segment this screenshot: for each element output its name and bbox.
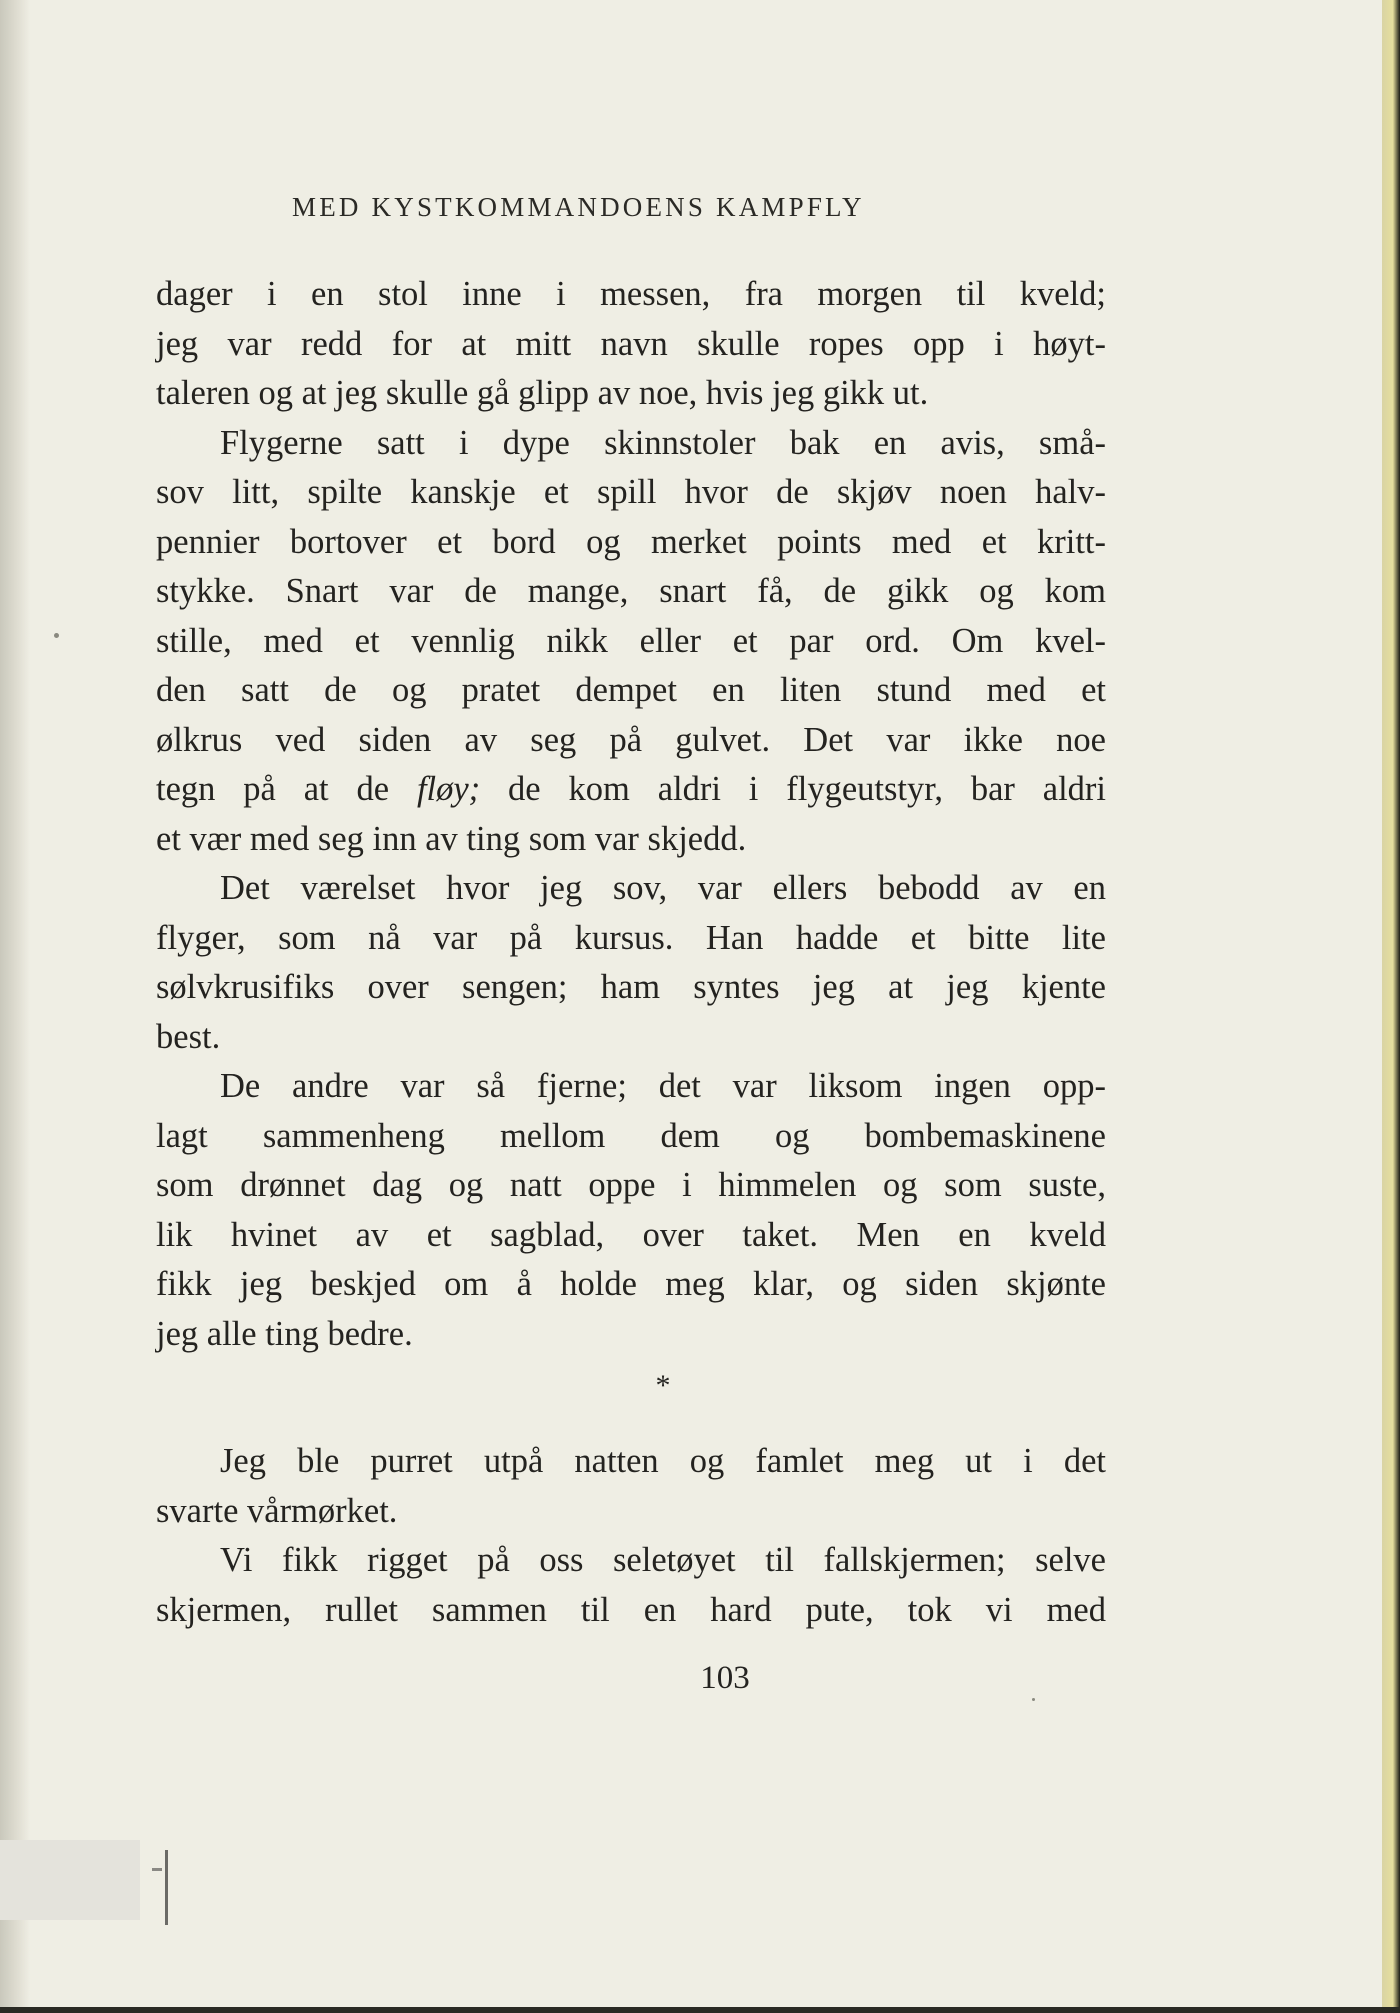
- page-right-edge: [1382, 0, 1400, 2013]
- paragraphs-before-break: [156, 270, 1106, 1359]
- page-number: 103: [700, 1660, 750, 1696]
- text-line: best.: [156, 1017, 221, 1056]
- binding-gutter: [0, 0, 30, 2013]
- text-line: svarte vårmørket.: [156, 1491, 398, 1530]
- text-line: taleren og at jeg skulle gå glipp av noe, hvis jeg gikk ut.: [156, 374, 929, 412]
- paper-speck: [1032, 1698, 1035, 1701]
- text-line: tegn på at de fløy; de kom aldri i flygeutstyr, bar aldri: [156, 770, 1107, 808]
- running-head: MED KYSTKOMMANDOENS KAMPFLY: [292, 192, 865, 222]
- body-text: [156, 270, 1106, 1635]
- text-line: et vær med seg inn av ting som var skjedd.: [156, 819, 747, 858]
- text-line: sølvkrusifiks over sengen; ham syntes jeg at jeg kjente: [156, 968, 1106, 1006]
- text-line: Flygerne satt i dype skinnstoler bak en avis, små-: [220, 423, 1106, 462]
- text-line: Det værelset hvor jeg sov, var ellers bebodd av en: [220, 869, 1106, 907]
- label-dash: [152, 1868, 162, 1871]
- text-line: lagt sammenheng mellom dem og bombemaskinene: [156, 1116, 1106, 1155]
- text-line: jeg var redd for at mitt navn skulle ropes opp i høyt-: [156, 324, 1106, 363]
- text-line: Vi fikk rigget på oss seletøyet til fallskjermen; selve: [220, 1541, 1106, 1579]
- text-line: stille, med et vennlig nikk eller et par ord. Om kvel-: [156, 621, 1106, 660]
- text-line: sov litt, spilte kanskje et spill hvor de skjøv noen halv-: [156, 473, 1106, 511]
- section-break: *: [655, 1369, 671, 1402]
- text-line: De andre var så fjerne; det var liksom ingen opp-: [220, 1067, 1106, 1105]
- text-line: lik hvinet av et sagblad, over taket. Men en kveld: [156, 1215, 1106, 1254]
- paper-speck: [54, 633, 59, 638]
- text-line: som drønnet dag og natt oppe i himmelen og som suste,: [156, 1166, 1106, 1204]
- paragraphs-after-break: [156, 1437, 1106, 1635]
- text-line: fikk jeg beskjed om å holde meg klar, og siden skjønte: [156, 1265, 1106, 1303]
- text-line: skjermen, rullet sammen til en hard pute, tok vi med: [156, 1590, 1106, 1629]
- emphasis: fløy;: [416, 770, 481, 808]
- text-line: stykke. Snart var de mange, snart få, de gikk og kom: [156, 572, 1106, 610]
- text-line: ølkrus ved siden av seg på gulvet. Det var ikke noe: [156, 720, 1106, 759]
- text-line: pennier bortover et bord og merket points med et kritt-: [156, 522, 1106, 561]
- text-line: den satt de og pratet dempet en liten stund med et: [156, 671, 1106, 709]
- text-line: jeg alle ting bedre.: [156, 1314, 413, 1353]
- library-label-remnant: [0, 1840, 140, 1920]
- label-mark: [165, 1850, 168, 1925]
- page-bottom-edge: [0, 2007, 1400, 2013]
- section-gap: [156, 1413, 1106, 1437]
- text-line: dager i en stol inne i messen, fra morgen til kveld;: [156, 275, 1106, 313]
- text-line: Jeg ble purret utpå natten og famlet meg ut i det: [220, 1442, 1106, 1480]
- text-line: flyger, som nå var på kursus. Han hadde et bitte lite: [156, 918, 1106, 957]
